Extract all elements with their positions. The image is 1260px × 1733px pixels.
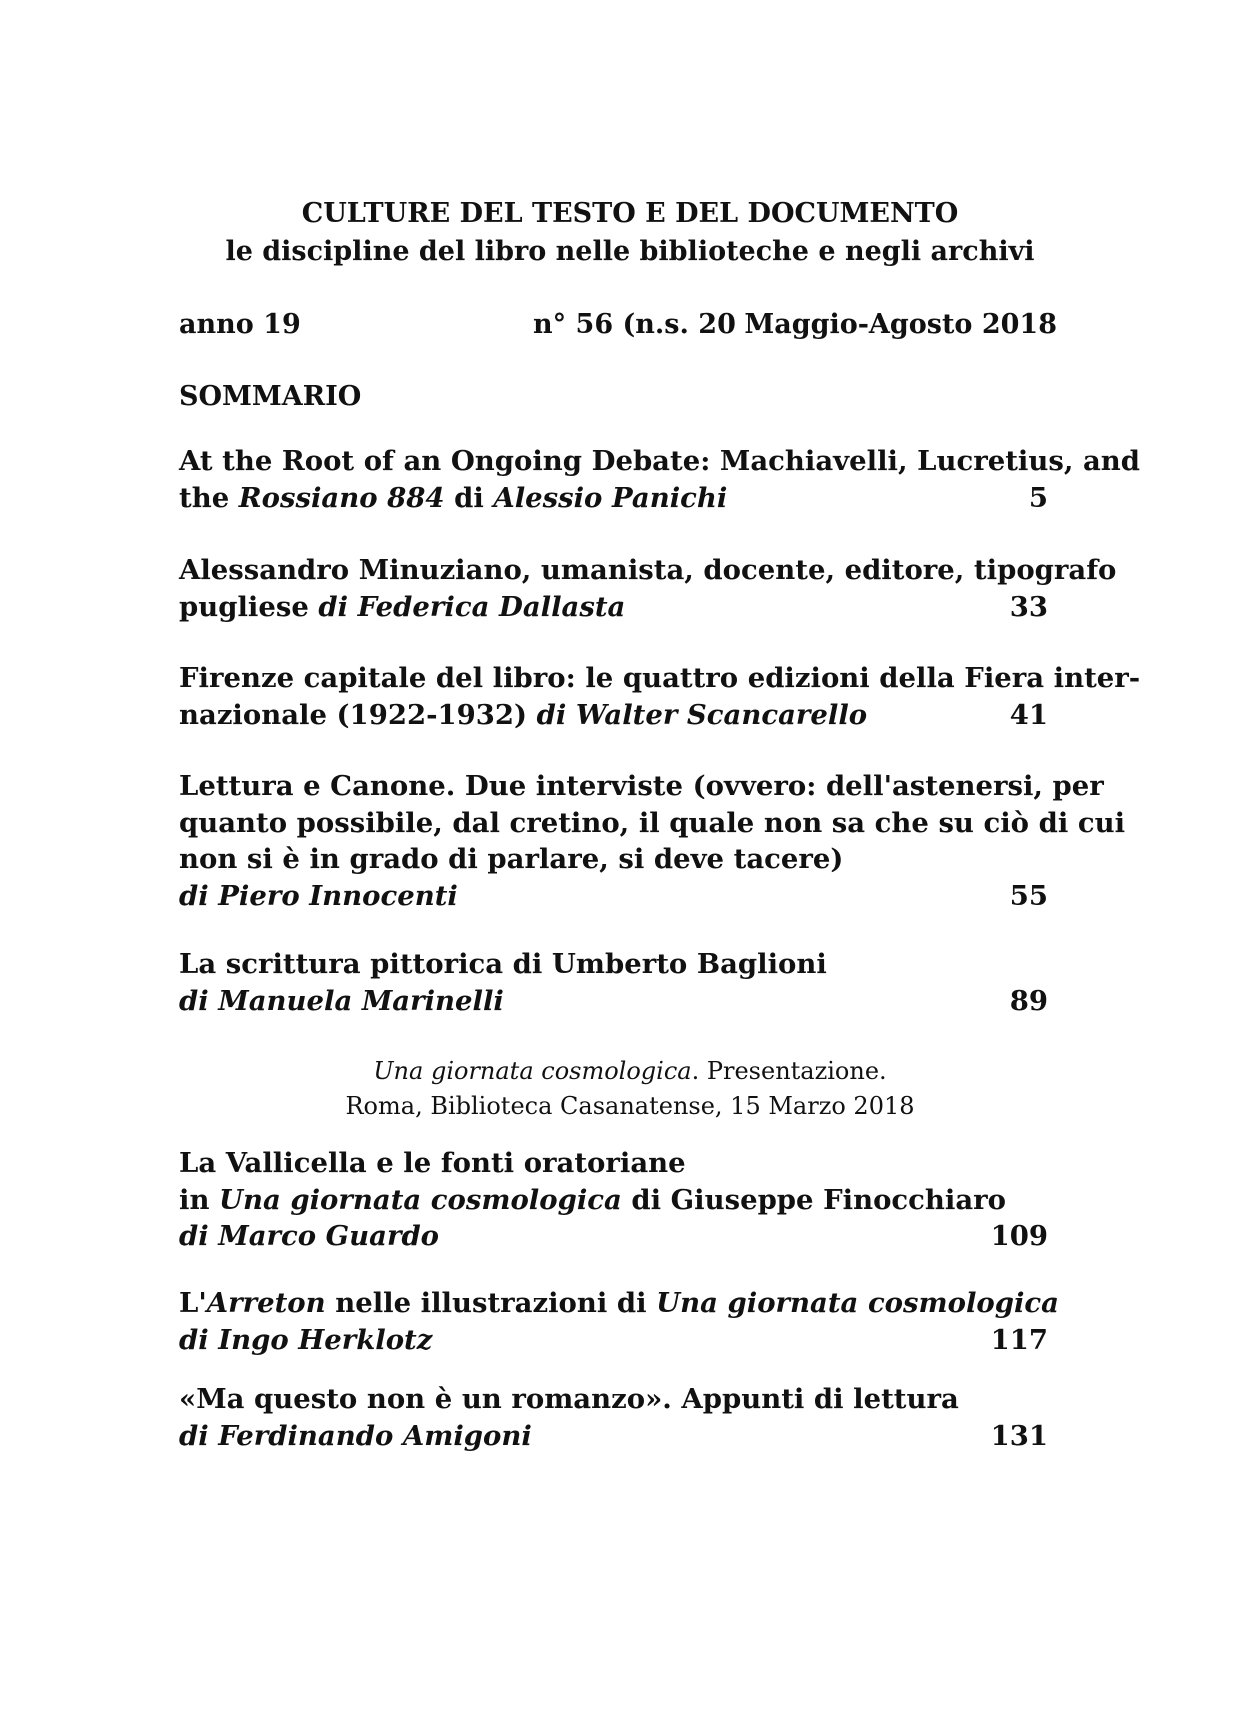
- toc-entry: [179, 552, 1117, 625]
- entry-title-line: [179, 1182, 1052, 1219]
- section-title-rest: . Presentazione.: [691, 1057, 887, 1085]
- entry-title-continuation: [179, 697, 867, 734]
- entry-text: the: [179, 481, 239, 514]
- entry-title-continuation: [179, 480, 727, 517]
- entry-page-number: 131: [990, 1419, 1048, 1452]
- entry-author: di Piero Innocenti: [179, 879, 458, 912]
- entry-author: di Ingo Herklotz: [179, 1323, 433, 1356]
- entry-author-line: [179, 589, 1052, 626]
- toc-entry: [179, 768, 1126, 914]
- section-place: Roma, Biblioteca Casanatense, 15 Marzo 2018: [345, 1092, 915, 1120]
- entry-page-number: 109: [990, 1220, 1048, 1252]
- toc-entry: [179, 443, 1141, 516]
- toc-entry: [179, 1145, 1052, 1255]
- entry-text: L': [179, 1287, 207, 1319]
- issue-number: n° 56 (n.s. 20: [533, 309, 736, 340]
- entry-text: La scrittura pittorica di Umberto Baglioni: [179, 948, 827, 980]
- entry-page-number: 117: [990, 1323, 1048, 1356]
- entry-title-line: [179, 946, 1052, 983]
- entry-author: Alessio Panichi: [493, 481, 728, 514]
- entry-author: di Ferdinando Amigoni: [179, 1419, 532, 1452]
- section-title-italic: Una giornata cosmologica: [373, 1057, 692, 1085]
- toc-entry: [179, 1285, 1059, 1358]
- entry-text: pugliese: [179, 590, 319, 623]
- entry-text: nazionale (1922-1932): [179, 698, 537, 731]
- entry-title-line: [179, 1285, 1059, 1322]
- entry-title-line: [179, 841, 1052, 878]
- entry-text: in: [179, 1183, 220, 1216]
- entry-author: di Marco Guardo: [179, 1220, 440, 1252]
- entry-page-number: 41: [1009, 698, 1048, 731]
- entry-title-line: At the Root of an Ongoing Debate: Machiavelli, Lucretius, and: [179, 445, 1141, 477]
- toc-entry: [179, 1381, 1052, 1454]
- entry-text: «Ma questo non è un romanzo». Appunti di lettura: [179, 1383, 959, 1415]
- entry-author-line: [179, 1322, 1052, 1359]
- section-heading: [0, 1054, 1260, 1088]
- journal-title: CULTURE DEL TESTO E DEL DOCUMENTO: [301, 198, 959, 229]
- entry-title-line: Alessandro Minuziano, umanista, docente, editore, tipografo: [179, 554, 1117, 586]
- issue-period: Maggio-Agosto 2018: [744, 309, 1057, 340]
- entry-text: La Vallicella e le fonti oratoriane: [179, 1147, 686, 1179]
- entry-author-line: [179, 480, 1052, 517]
- entry-text: nelle illustrazioni di: [325, 1287, 657, 1319]
- entry-italic-title: Arreton: [206, 1287, 326, 1319]
- toc-entry: [179, 946, 1052, 1019]
- entry-title-line: Firenze capitale del libro: le quattro edizioni della Fiera inter-: [179, 662, 1141, 694]
- entry-title-line: Lettura e Canone. Due interviste (ovvero: dell'astenersi, per: [179, 770, 1104, 802]
- entry-page-number: 89: [1009, 984, 1048, 1017]
- entry-author-line: [179, 1218, 1052, 1255]
- entry-page-number: 55: [1009, 879, 1048, 912]
- entry-author: di Federica Dallasta: [318, 590, 626, 623]
- entry-author-line: [179, 983, 1052, 1020]
- entry-text: di: [444, 481, 494, 514]
- entry-title-line: [179, 1145, 1052, 1182]
- entry-italic-title: Una giornata cosmologica: [219, 1183, 622, 1216]
- entry-author-line: [179, 1418, 1052, 1455]
- entry-author: di Manuela Marinelli: [179, 984, 504, 1017]
- summary-heading: SOMMARIO: [179, 381, 362, 412]
- entry-italic-title: Una giornata cosmologica: [656, 1287, 1059, 1319]
- entry-page-number: 33: [1009, 590, 1048, 623]
- entry-text: non si è in grado di parlare, si deve tacere): [179, 843, 844, 875]
- journal-subtitle: le discipline del libro nelle biblioteche e negli archivi: [225, 236, 1035, 267]
- entry-author-line: [179, 697, 1052, 734]
- entry-title-line: quanto possibile, dal cretino, il quale non sa che su ciò di cui: [179, 806, 1126, 839]
- issue-year: anno 19: [179, 309, 301, 340]
- toc-entry: [179, 660, 1141, 733]
- entry-text: di Giuseppe Finocchiaro: [621, 1183, 1006, 1216]
- entry-title-continuation: [179, 589, 625, 626]
- entry-italic-title: Rossiano 884: [238, 481, 445, 514]
- entry-author: di Walter Scancarello: [536, 698, 868, 731]
- entry-title-line: [179, 1381, 1052, 1418]
- entry-author-line: [179, 878, 1052, 915]
- entry-page-number: 5: [1028, 481, 1048, 514]
